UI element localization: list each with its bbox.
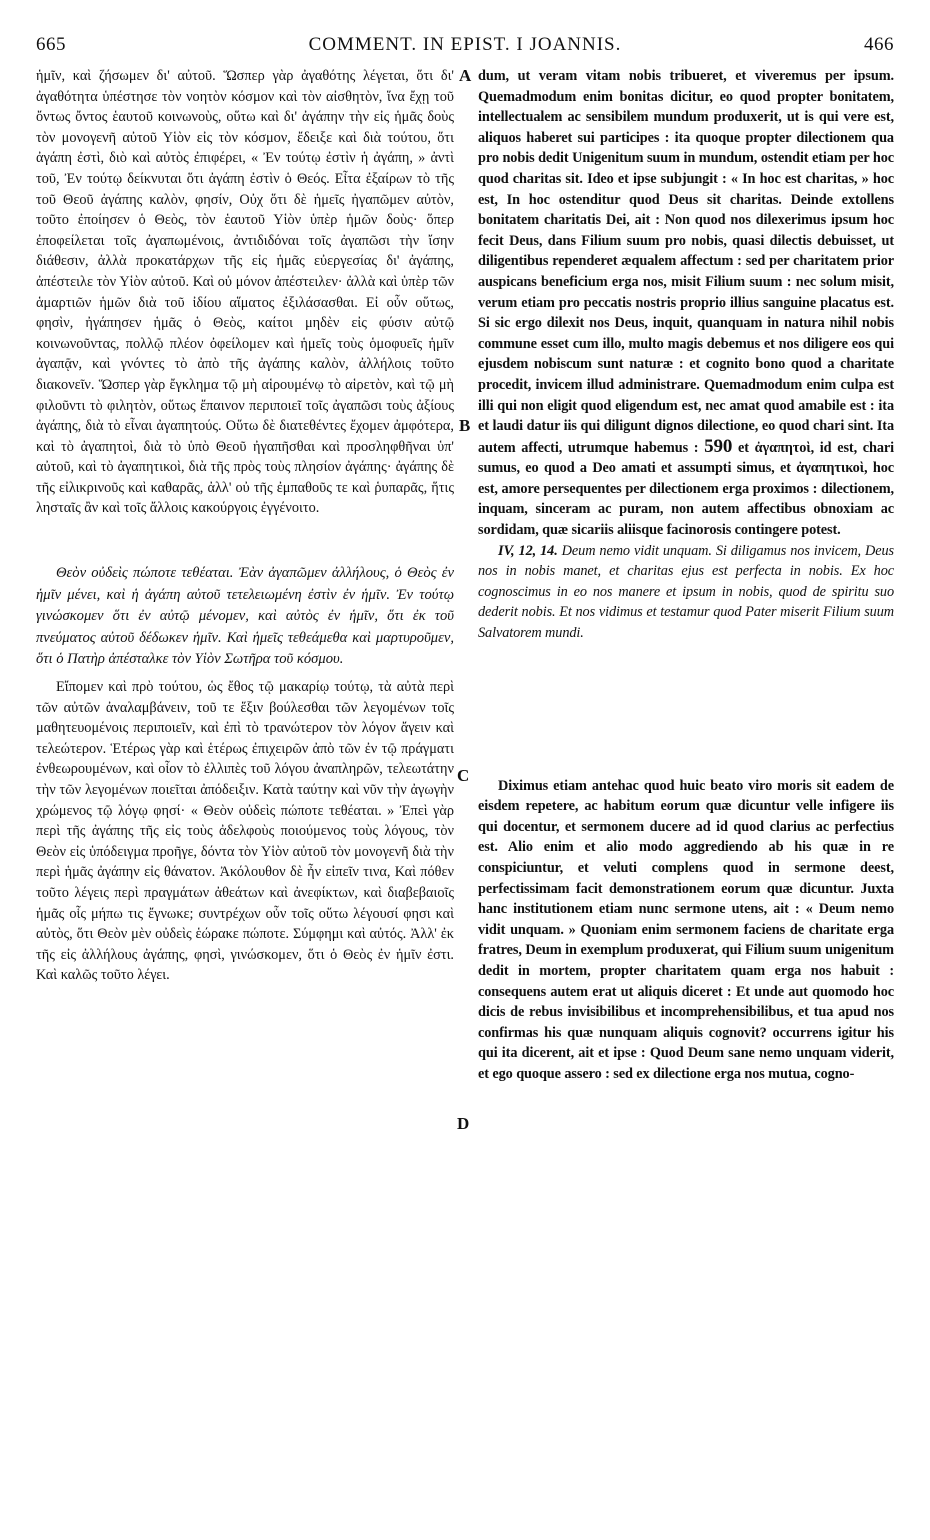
- column-spacer: [36, 519, 454, 563]
- margin-letter-c: C: [457, 766, 470, 785]
- greek-verse-text: Θεὸν οὐδεὶς πώποτε τεθέαται. Ἐὰν ἀγαπῶμεν ἀλλήλους, ὁ Θεὸς ἐν ἡμῖν μένει, καὶ ἡ ἀγάπη αὐτοῦ τετελειωμένη ἐστὶν ἐν ἡμῖν. Ἐν τούτῳ γινώσκομεν ὅτι ἐν αὐτῷ μένομεν, καὶ αὐτὸς ἐν ἡμῖν, ὅτι ἐκ τοῦ πνεύματος αὐτοῦ δέδωκεν ἡμῖν. Καὶ ἡμεῖς τεθεάμεθα καὶ μαρτυροῦμεν, ὅτι ὁ Πατὴρ ἀπέσταλκε τὸν Υἱὸν Σωτῆρα τοῦ κόσμου.: [36, 565, 454, 668]
- latin-verse: [478, 541, 894, 644]
- running-title: COMMENT. IN EPIST. I JOANNIS.: [308, 34, 622, 55]
- page-number-left: 665: [36, 34, 66, 55]
- latin-paragraph-2: Diximus etiam antehac quod huic beato viro moris sit eadem de eisdem repetere, ac habitum eorum quæ dicuntur velle infigere iis qui docentur, et sermonem ducere ad id quod clarius ac perfectius est. Alio enim et alio modo aggrediendo ab his quæ in re conspiciuntur, et veluti complens quod in sermone deest, perfectissimam facit demonstrationem eorum quæ dicuntur. Juxta hanc institutionem etiam nunc sermone utens, ait : « Deum nemo vidit unquam. » Quoniam enim sermonem faciens de charitate erga fratres, Deum in exemplum produxerat, qui Filium suum unigenitum dedit in mortem, propter charitatem quam erga nos habuit : consequens autem erat ut aliquis diceret : Et unde aut quomodo hoc dicis de rebus invisibilibus et incomprehensibilibus, et tua apud nos confirmas his quæ nunquam aliquis cognovit? occurrens igitur his qui ita dicerent, ait et ipse : Quod Deum sane nemo unquam viderit, et ego quoque assero : sed ex dilectione erga nos mutua, cogno-: [478, 777, 894, 1082]
- verse-reference: IV, 12, 14.: [498, 542, 558, 559]
- greek-column: [36, 66, 454, 986]
- latin-paragraph-1-part-a: dum, ut veram vitam nobis tribueret, et viveremus per ipsum. Quemadmodum enim bonitas dicitur, eo quod propter bonitatem, intellectualem ac sensibilem mundum produxerit, ut is qui vere est, aliquos haberet sui participes : ita quoque propter dilectionem qua pro nobis dedit Unigenitum suum in mundum, ostendit etiam per hoc quod charitas sit. Ideo et ipse subjungit : « In hoc est charitas, » hoc est, In hoc ostenditur quod Deus sit charitas. Deinde extollens bonitatem charitatis Dei, ait : Non quod nos dilexerimus ipsum hoc fecit Deus, dans Filium suum pro nobis, quasi dilectis debuisset, ut diligentibus rependeret æqualem affectum : sed per charitatem prior auspicans beneficium erga nos, misit Filium suum : nec solum misit, verum etiam pro peccatis nostris proprio illius sanguine placatus est. Si sic ergo dilexit nos Deus, inquit, quanquam in natura nihil nobis commune esset cum illo, multo magis debemus et nos diligere eos qui ejusdem nobiscum sunt naturæ : et cognito bono quod a charitate procedit, invicem illud administrare. Quemadmodum enim culpa est illi qui non eligit quod eligendum est, nec amat quod amabile est : ita et laudi datur iis qui diligunt dignos dilectione, eo quod chari sint. Ita autem affecti, utrumque habemus :: [478, 68, 894, 456]
- running-header: [36, 34, 894, 64]
- margin-letter-a: A: [459, 66, 472, 85]
- latin-paragraph-1: [478, 66, 894, 541]
- latin-column: [478, 66, 894, 1085]
- inline-page-number: 590: [704, 435, 733, 457]
- margin-letter-b: B: [459, 416, 471, 435]
- latin-verse-text: Deum nemo vidit unquam. Si diligamus nos invicem, Deus nos in nobis manet, et charitas ejus est perfecta in nobis. Ex hoc cognoscimus in eo nos manere et ipsum in nobis, quod de spiritu suo dederit nobis. Et nos vidimus et testamur quod Pater miserit Filium suum Salvatorem mundi.: [478, 542, 894, 642]
- latin-paragraph-1-part-b: et ἀγαπητοὶ, id est, chari sumus, eo quod a Deo amati et assumpti simus, et ἀγαπητικοὶ, hoc est, amore persequentes per dilectionem erga proximos : dilectionem, inquam, sinceram ac puram, non autem affectibus obnoxiam ac sordidam, quæ sicariis aliisque facinorosis contingere potest.: [478, 439, 894, 539]
- greek-paragraph-1: ἡμῖν, καὶ ζήσωμεν δι' αὐτοῦ. Ὥσπερ γὰρ ἀγαθότης λέγεται, ὅτι δι' ἀγαθότητα ὑπέστησε τὸν νοητὸν κόσμον καὶ τὸν αἰσθητὸν, ἵνα ἔχῃ τοῦ ὄντως ὄντος ἑαυτοῦ κοινωνοὺς, οὕτω καὶ δι' ἀγάπην τὴν εἰς ἡμᾶς δοὺς τὸν μονογενῆ αὐτοῦ Υἱὸν εἰς τὸν κόσμον, ἔδειξε καὶ διὰ τούτου, ὅτι ἀγάπη ἐστὶ, διὸ καὶ αὐτὸς ἐπιφέρει, « Ἐν τούτῳ ἐστὶν ἡ ἀγάπη, » ἀντὶ τοῦ, Ἐν τούτῳ δείκνυται ὅτι ἀγάπη ἐστὶν ὁ Θεός. Εἶτα ἐξαίρων τὸ τῆς τοῦ Θεοῦ ἀγάπης καλὸν, φησίν, Οὐχ ὅτι δὲ ἡμεῖς ἠγαπῶμεν αὐτὸν, τοῦτο ἐποίησεν ὁ Θεὸς, τὸν ἑαυτοῦ Υἱὸν ὑπὲρ ἡμῶν δοὺς· ὅπερ ἐποφείλεται τοῖς ἀγαπωμένοις, ἀντιδιδόναι τοῖς ἀγαπῶσι τὴν ἴσην διάθεσιν, ἀλλὰ προκατάρχων τῆς εἰς ἡμᾶς εὐεργεσίας δι' ἀγάπης, ἀπέστειλε τὸν Υἱὸν αὐτοῦ. Καὶ οὐ μόνον ἀπέστειλεν· ἀλλὰ καὶ ὑπὲρ τῶν ἁμαρτιῶν ἡμῶν διὰ τοῦ ἰδίου αἵματος ἐξιλάσασθαι. Εἰ οὖν οὕτως, φησὶν, ἠγάπησεν ἡμᾶς ὁ Θεὸς, καίτοι μηδὲν εἰς φύσιν αὐτῷ κοινωνοῦντας, πολλῷ πλέον ὀφείλομεν καὶ ἡμεῖς τοὺς ὁμοφυεῖς ἡμῖν ἀγαπᾷν, καὶ γνόντες τὸ ἀπὸ τῆς ἀγάπης καλὸν, ἀλλήλοις τοῦτο διακονεῖν. Ὥσπερ γὰρ ἔγκλημα τῷ μὴ αἱρουμένῳ τὸ αἱρετὸν, καὶ τῷ μὴ φιλοῦντι τὸ φιλητὸν, οὕτως ἔπαινον περιποιεῖ τοῖς ἀγαπῶσι τοὺς ἀξίους ἀγάπης, διὰ τὸ εἶναι ἀγαπητούς. Οὕτω δὲ διατεθέντες ἔχομεν ἀμφότερα, καὶ τὸ ἀγαπητοὶ, διὰ τὸ ὑπὸ Θεοῦ ἠγαπῆσθαι καὶ προσληφθῆναι ὑπ' αὐτοῦ, καὶ τὸ ἀγαπητικοὶ, διὰ τῆς πρὸς τοὺς πλησίον ἀγάπης· ἀγάπης δὲ τῆς εἰλικρινοῦς καὶ καθαρᾶς, ἀλλ' οὐ τῆς ἐμπαθοῦς τε καὶ ῥυπαρᾶς, ἥτις λησταῖς ἂν καὶ τοῖς ἄλλοις κακούργοις ἐγγένοιτο.: [36, 68, 454, 517]
- page-number-right: 466: [864, 34, 894, 55]
- margin-letter-d: D: [457, 1114, 470, 1133]
- greek-paragraph-2: Εἴπομεν καὶ πρὸ τούτου, ὡς ἔθος τῷ μακαρίῳ τούτῳ, τὰ αὐτὰ περὶ τῶν αὐτῶν ἀναλαμβάνειν, τοῦ τε ἕξιν βούλεσθαι τῶν λεγομένων τοῖς μαθητευομένοις περιποιεῖν, καὶ ἐπὶ τὸ τρανώτερον τὸν λόγον ἄγειν καὶ τελεώτερον. Ἑτέρως γὰρ καὶ ἑτέρως ἐπιχειρῶν ἀπὸ τῶν ἐν τῷ πράγματι ἐνθεωρουμένων, καὶ οἷον τὸ ἐλλιπὲς τοῦ λόγου ἀναπληρῶν, τελεωτάτην τὴν τῶν λεγομένων ποιεῖται ἀπόδειξιν. Κατὰ ταύτην καὶ νῦν τὴν ἀγωγὴν χρώμενος τῷ λόγῳ φησί· « Θεὸν οὐδεὶς πώποτε τεθέαται. » Ἐπεὶ γὰρ περὶ τῆς ἀγάπης τῆς εἰς τοὺς ἀδελφοὺς ποιούμενος τοὺς λόγους, τὸν Θεὸν εἰς ὑπόδειγμα προῆγε, δόντα τὸν Υἱὸν αὐτοῦ τὸν μονογενῆ διὰ τὴν περὶ ἡμᾶς ἀγάπην εἰς θάνατον. Ἀκόλουθον δὲ ἦν εἰπεῖν τινα, Καὶ πόθεν τοῦτο λέγεις περὶ πραγμάτων ἀθεάτων καὶ ἀνεφίκτων, καὶ διαβεβαιοῖς ἡμᾶς οἷς μήπω τις ἔγνωκε; συντρέχων οὖν τοῖς οὕτω λέγουσί φησι καὶ αὐτὸς, ὅτι Θεὸν μὲν οὐδεὶς ἑώρακε πώποτε. Σύμφημι καὶ αὐτός. Ἀλλ' ἐκ τῆς εἰς ἀλλήλους ἀγάπης, φησὶ, γινώσκομεν, ὅτι ὁ Θεὸς ἐν ἡμῖν ἐστι. Καὶ καλῶς τοῦτο λέγει.: [36, 679, 454, 984]
- column-spacer: [478, 644, 894, 776]
